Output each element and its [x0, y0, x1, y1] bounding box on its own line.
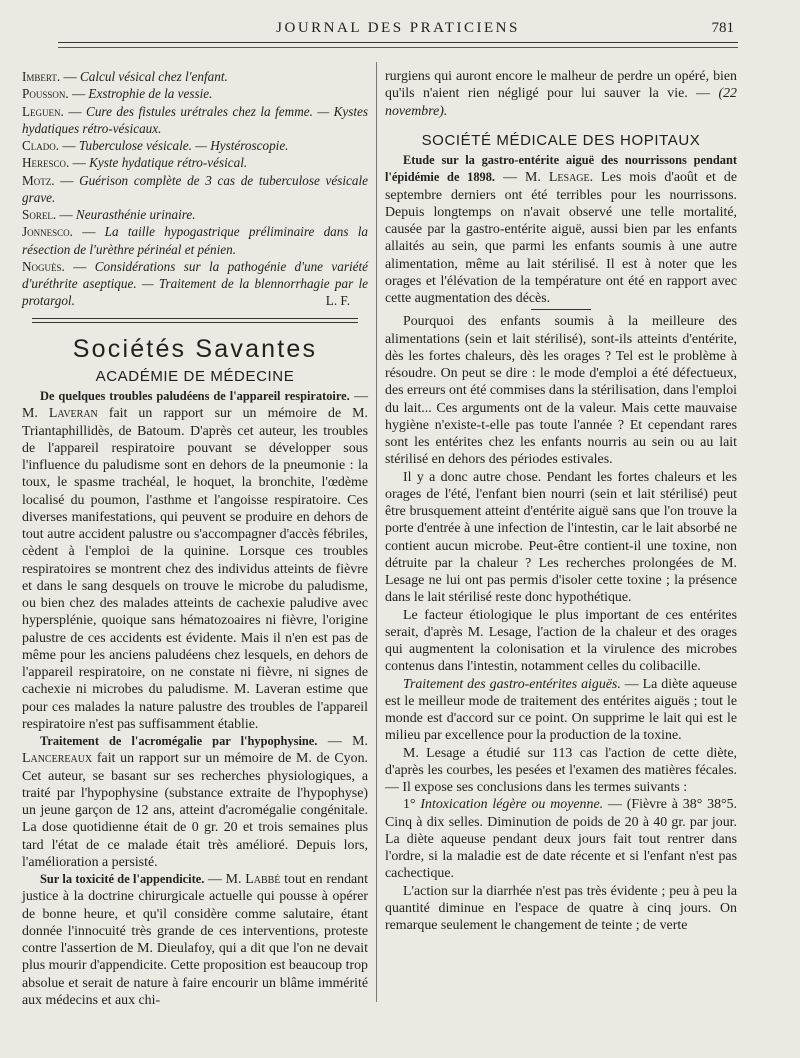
- hopitaux-body: [385, 152, 737, 934]
- bibliography-list: [22, 68, 368, 310]
- running-head: [58, 14, 738, 43]
- paragraph: De quelques troubles paludéens de l'appareil respiratoire. — M. Laveran fait un rapport sur un mémoire de M. Triantaphillidès, de Batoum. D'après cet auteur, les troubles de l'appareil respiratoire pouvant se développer sous l'influence du paludisme sont en dehors de la pneumonie : la toux, le spasme trachéal, le hoquet, la bronchite, l'œdème localisé du poumon, l'asthme et l'angoisse respiratoire. Ces diverses manifestations, qui peuvent se produire en dehors de tout autre accident palustre ou s'accompagner d'accès fébriles, cèdent à l'emploi de la quinine. Lorsque ces troubles respiratoires se montrent chez des individus atteints de fièvre et dans le sang desquels on trouve le microbe du paludisme, ou bien chez des malades atteints de cachexie paludive avec hypersplénie, quoique sans hématozoaires ni fièvre, l'origine palustre de ces accidents est évidente. Mais il n'en est pas de même pour les anciens paludéens chez lesquels, en dehors de l'appareil respiratoire, on ne constate ni fièvre, ni signes de cachexie ni microbes du paludisme. M. Laveran estime que pour ces malades la nature palustre des troubles de l'appareil respiratoire n'est pas suffisamment établie.: [22, 389, 369, 732]
- paragraph: 1° Intoxication légère ou moyenne. — (Fièvre à 38° 38°5. Cinq à dix selles. Diminution de poids de 20 à 40 gr. par jour. La diète aqueuse pendant deux jours fait tout rentrer dans l'ordre, si la maladie est de date récente et si l'enfant n'est pas cachectique.: [385, 797, 737, 882]
- journal-title: JOURNAL DES PRATICIENS: [276, 20, 520, 36]
- paragraph: Etude sur la gastro-entérite aiguë des nourrissons pendant l'épidémie de 1898. — M. Lesage. Les mois d'août et de septembre derniers ont été terribles pour les nourrissons. Depuis longtemps on n'avait observé une telle mortalité, causée par la gastro-entérite aiguë, aussi bien par les enfants allaités au sein, que parmi les enfants soumis à une autre alimentation, même au lait stérilisé. Il est à noter que les orages et l'élévation de la température ont été en rapport avec cette augmentation des décès.: [385, 153, 737, 306]
- left-column: [22, 68, 368, 1009]
- bibliography-entry: Imbert. — Calcul vésical chez l'enfant.: [22, 69, 228, 84]
- paragraph: Le facteur étiologique le plus important de ces entérites serait, d'après M. Lesage, l'action de la chaleur et des orages qui augmentent la colonisation et la virulence des microbes contenus dans l'intestin, notamment celles du colibacille.: [385, 607, 737, 675]
- bibliography-entry: Jonnesco. — La taille hypogastrique préliminaire dans la résection de l'urèthre périnéal et pénien.: [22, 224, 368, 257]
- bibliography-entry: Clado. — Tuberculose vésicale. — Hystéroscopie.: [22, 138, 289, 153]
- bibliography-entry: Leguen. — Cure des fistules urétrales chez la femme. — Kystes hydatiques rétro-vésicaux.: [22, 103, 369, 136]
- page-number: 781: [711, 20, 734, 36]
- paragraph: Traitement des gastro-entérites aiguës. — La diète aqueuse est le meilleur mode de traitement des entérites aiguës ; tout le monde est d'accord sur ce point. On supprime le lait qui est le milieu par excellence pour la production de la toxine.: [385, 676, 737, 744]
- section-title: Sociétés Savantes: [72, 334, 318, 363]
- paragraph: Traitement de l'acromégalie par l'hypophysine. — M. Lancereaux fait un rapport sur un mémoire de M. de Cyon. Cet auteur, se basant sur ses recherches physiologiques, a traité par l'hypophysine (substance extraite de l'hypophyse) un jeune garçon de 12 ans, atteint d'acromégalie congénitale. La dose quotidienne était de 0 gr. 20 et trois semaines plus tard l'état de ce malade était très amélioré. Depuis lors, l'amélioration a persisté.: [22, 734, 368, 870]
- continuation: [385, 68, 737, 120]
- bibliography-entry: Motz. — Guérison complète de 3 cas de tuberculose vésicale grave.: [22, 172, 368, 205]
- paragraph: rurgiens qui auront encore le malheur de perdre un opéré, bien qu'ils n'aient rien négligé pour lui sauver la vie. — (22 novembre).: [385, 69, 737, 119]
- bibliography-entry: Noguès. — Considérations sur la pathogénie d'une variété d'uréthrite aseptique. — Traitement de la blennorrhagie par le protargol.: [22, 258, 368, 309]
- paragraph: M. Lesage a étudié sur 113 cas l'action de cette diète, d'après les courbes, les pesées et l'examen des matières fécales. — Il expose ses conclusions dans les termes suivants :: [385, 745, 737, 795]
- paragraph-rule: [531, 309, 591, 310]
- column-divider: [376, 62, 377, 1002]
- bibliography-entry: Pousson. — Exstrophie de la vessie.: [22, 86, 213, 102]
- academie-heading: ACADÉMIE DE MÉDECINE: [95, 367, 295, 385]
- paragraph: Pourquoi des enfants soumis à la meilleure des alimentations (sein et lait stérilisé), sont-ils atteints d'entérite, dès les fortes chaleurs, dès les orages ? Tel est le problème à résoudre. On peut se dire : le mode d'emploi a été défectueux, des erreurs ont été commises dans la stérilisation, dans l'emploi du lait... Ces arguments ont de la valeur. Mais cette mauvaise hygiène n'existe-t-elle pas toute l'année ? Et cependant rares sont les entérites chez les enfants nourris au sein ou au lait stérilisé en dehors des périodes estivales.: [385, 314, 738, 468]
- bibliography-signature: L. F.: [325, 293, 350, 309]
- academie-body: [22, 388, 368, 1009]
- header-rule: [58, 47, 738, 48]
- bibliography-entry: Sorel. — Neurasthénie urinaire.: [22, 207, 196, 222]
- paragraph: Il y a donc autre chose. Pendant les fortes chaleurs et les orages de l'été, l'enfant bien nourri (sein et lait stérilisé) peut être brusquement atteint d'entérite aiguë sans que l'on trouve la porte d'entrée à une infection de l'intestin, car le lait absorbé ne contient aucun microbe. Peut-être contient-il une toxine, non détruite par la chaleur ? Les recherches prolongées de M. Lesage ne lui ont pas permis d'isoler cette toxine ; la présence dans le lait stérilisé reste donc hypothétique.: [385, 469, 737, 606]
- hopitaux-heading: SOCIÉTÉ MÉDICALE DES HOPITAUX: [421, 131, 701, 149]
- paragraph: Sur la toxicité de l'appendicite. — M. Labbé tout en rendant justice à la doctrine chirurgicale actuelle qui pousse à opérer de bonne heure, et qu'il considère comme salutaire, étant donnée l'innocuité très grande de ces interventions, proteste contre l'assertion de M. Dieulafoy, qui a dit que l'on ne devait plus mourir d'appendicite. Cette proposition est beaucoup trop absolue et serait de nature à faire encourir un blâme immérité aux médecins et aux chi-: [22, 872, 368, 1008]
- bibliography-entry: Heresco. — Kyste hydatique rétro-vésical.: [22, 155, 248, 171]
- right-column: [385, 68, 737, 934]
- paragraph: L'action sur la diarrhée n'est pas très évidente ; peu à peu la quantité diminue en l'espace de quatre à cinq jours. On remarque seulement le changement de teinte ; de verte: [385, 883, 737, 933]
- section-rule: [32, 318, 358, 323]
